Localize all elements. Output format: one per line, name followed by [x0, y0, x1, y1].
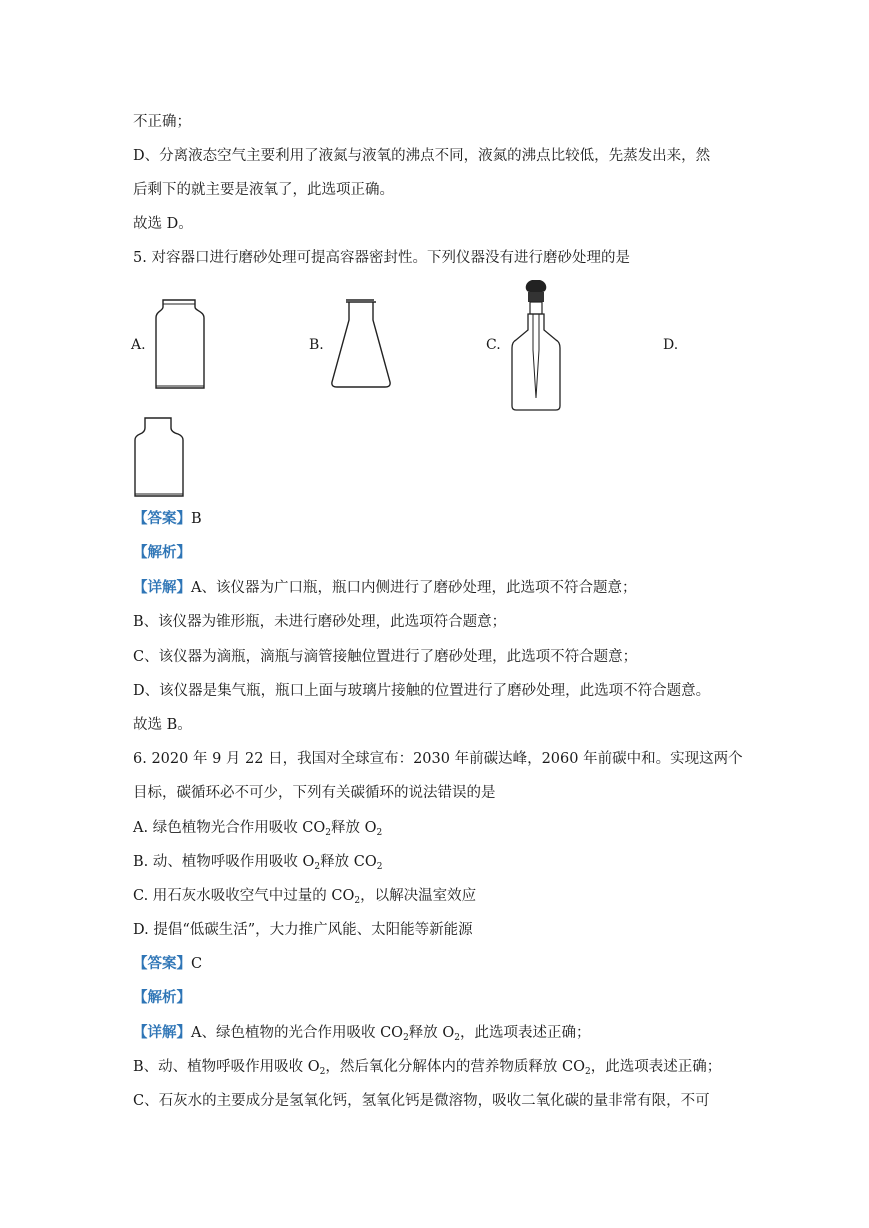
subscript: 2 [376, 828, 383, 838]
analysis-tag [133, 543, 191, 563]
option-text: B. 动、植物呼吸作用吸收 O [133, 854, 315, 870]
detail-text: A、该仪器为广口瓶，瓶口内侧进行了磨砂处理，此选项不符合题意； [191, 580, 637, 596]
text-line: 后剩下的就主要是液氧了，此选项正确。 [133, 182, 394, 198]
detail-text: ，然后氧化分解体内的营养物质释放 CO [325, 1059, 585, 1075]
question-6-stem: 6. 2020 年 9 月 22 日，我国对全球宣布：2030 年前碳达峰，2060 年前碳中和。实现这两个 [133, 751, 743, 767]
detail-line [133, 1057, 721, 1077]
option-c [133, 886, 476, 906]
option-text: C. 用石灰水吸收空气中过量的 CO [133, 888, 355, 904]
detail-line [133, 1023, 591, 1043]
detail-text: A、绿色植物的光合作用吸收 CO [191, 1025, 404, 1041]
detail-tag: 【详解】 [133, 1024, 191, 1041]
conical-flask-icon [328, 298, 394, 390]
detail-line [133, 578, 636, 598]
answer-line [133, 509, 202, 529]
subscript: 2 [403, 1033, 409, 1043]
analysis-label: 【解析】 [133, 989, 191, 1006]
detail-line: C、该仪器为滴瓶，滴瓶与滴管接触位置进行了磨砂处理，此选项不符合题意； [133, 649, 638, 665]
option-text: A. 绿色植物光合作用吸收 CO [133, 820, 326, 836]
question-6-stem: 目标，碳循环必不可少，下列有关碳循环的说法错误的是 [133, 785, 496, 801]
detail-line: D、该仪器是集气瓶，瓶口上面与玻璃片接触的位置进行了磨砂处理，此选项不符合题意。 [133, 683, 711, 699]
detail-line: C、石灰水的主要成分是氢氧化钙，氢氧化钙是微溶物，吸收二氧化碳的量非常有限，不可 [133, 1093, 710, 1109]
answer-tag: 【答案】 [133, 955, 191, 972]
answer-value: C [191, 956, 203, 972]
option-text: ，以解决温室效应 [360, 888, 477, 904]
text-line: D、分离液态空气主要利用了液氮与液氧的沸点不同，液氮的沸点比较低，先蒸发出来，然 [133, 148, 711, 164]
dropper-bottle-icon [508, 278, 564, 412]
subscript: 2 [584, 1067, 591, 1077]
detail-text: 释放 O [408, 1025, 455, 1041]
subscript: 2 [319, 1067, 326, 1077]
conclusion-line: 故选 B。 [133, 717, 192, 733]
subscript: 2 [376, 862, 383, 872]
analysis-tag [133, 988, 191, 1008]
option-d-label: D. [663, 337, 679, 353]
answer-value: B [191, 511, 202, 527]
answer-line [133, 954, 202, 974]
option-b-label: B. [309, 337, 324, 353]
subscript: 2 [325, 828, 332, 838]
subscript: 2 [314, 862, 321, 872]
option-text: 释放 O [331, 820, 377, 836]
answer-tag: 【答案】 [133, 510, 191, 527]
analysis-label: 【解析】 [133, 544, 191, 561]
option-c-label: C. [486, 337, 501, 353]
option-text: 释放 CO [320, 854, 377, 870]
gas-collecting-bottle-icon [133, 416, 185, 498]
text-line: 故选 D。 [133, 216, 193, 232]
option-a [133, 818, 382, 838]
option-b [133, 852, 382, 872]
wide-mouth-bottle-icon [150, 298, 210, 390]
detail-line: B、该仪器为锥形瓶，未进行磨砂处理，此选项符合题意； [133, 614, 507, 630]
subscript: 2 [454, 1033, 461, 1043]
detail-tag: 【详解】 [133, 579, 191, 596]
subscript: 2 [354, 896, 361, 906]
detail-text: ，此选项表述正确； [590, 1059, 722, 1075]
text-line: 不正确； [133, 114, 191, 130]
option-a-label: A. [131, 337, 146, 353]
question-5-stem: 5. 对容器口进行磨砂处理可提高容器密封性。下列仪器没有进行磨砂处理的是 [133, 250, 630, 266]
option-d: D. 提倡“低碳生活”，大力推广风能、太阳能等新能源 [133, 922, 473, 938]
detail-text: B、动、植物呼吸作用吸收 O [133, 1059, 320, 1075]
detail-text: ，此选项表述正确； [460, 1025, 591, 1041]
